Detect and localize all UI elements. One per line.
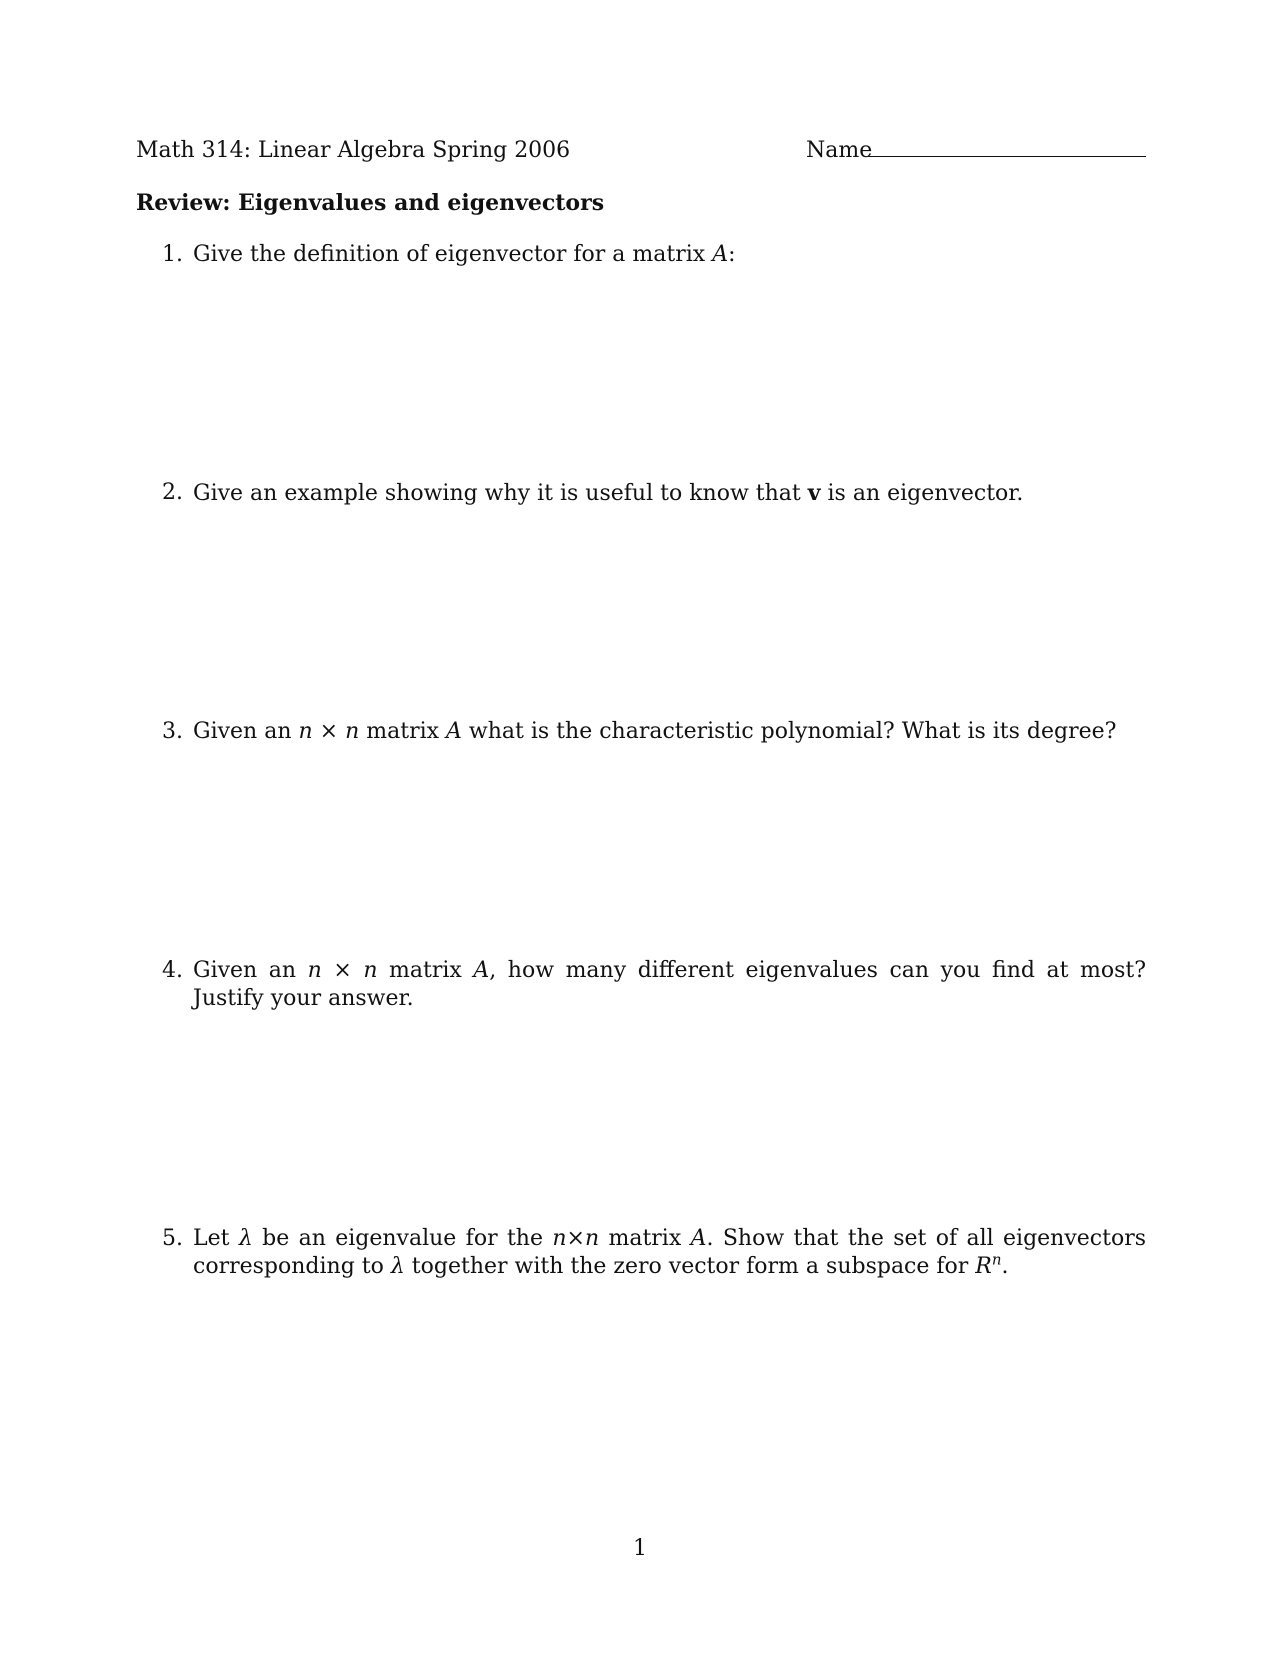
text-run: matrix (377, 958, 474, 983)
question-2 (162, 479, 1146, 508)
text-run: : (728, 242, 736, 267)
question-number: 4. (162, 958, 183, 983)
question-number: 1. (162, 242, 183, 267)
text-run: is an eigenvector. (820, 481, 1024, 506)
math-var: n (584, 1226, 600, 1251)
question-4 (162, 957, 1146, 1013)
text-run: be an eigenvalue for the (252, 1226, 553, 1251)
question-3 (162, 718, 1146, 746)
math-var: A (446, 719, 462, 744)
math-vector: v (807, 480, 821, 506)
text-run: . (1001, 1254, 1009, 1279)
question-text (193, 479, 1146, 508)
text-run: together with the zero vector form a subspace for (404, 1254, 976, 1279)
math-var: A (690, 1226, 707, 1251)
text-run: . Show that the set of all eigenvectors corresponding to (193, 1226, 1146, 1279)
text-run: Give the definition of eigenvector for a matrix (193, 242, 713, 267)
text-run: matrix (599, 1226, 691, 1251)
section-title: Review: Eigenvalues and eigenvectors (136, 190, 605, 216)
math-var: λ (390, 1254, 405, 1279)
math-var: n (307, 958, 322, 983)
text-run: Let (193, 1226, 239, 1251)
question-text (193, 957, 1146, 1013)
math-op: × (566, 1226, 585, 1251)
math-op: × (321, 958, 364, 983)
math-var: n (363, 958, 378, 983)
math-superscript: n (991, 1250, 1002, 1269)
text-run: matrix (359, 719, 447, 744)
course-header: Math 314: Linear Algebra Spring 2006 (136, 138, 571, 163)
question-text (193, 241, 1146, 269)
math-var: n (552, 1226, 567, 1251)
text-run: , how many different eigenvalues can you find at most? Justify your answer. (193, 958, 1147, 1011)
name-label: Name (806, 138, 873, 163)
question-number: 5. (162, 1226, 183, 1251)
text-run: Given an (193, 958, 308, 983)
math-op: × (312, 719, 346, 744)
question-text (193, 718, 1146, 746)
question-text (193, 1225, 1146, 1281)
text-run: Give an example showing why it is useful to know that (193, 481, 808, 506)
math-var: A (712, 242, 729, 267)
math-var: A (473, 958, 490, 983)
math-var: R (975, 1254, 992, 1279)
question-number: 2. (162, 480, 183, 505)
name-blank-line (868, 156, 1146, 157)
question-5 (162, 1225, 1146, 1281)
question-number: 3. (162, 719, 183, 744)
math-var: n (345, 719, 360, 744)
page-number: 1 (633, 1536, 647, 1561)
question-1 (162, 241, 1146, 269)
text-run: Given an (193, 719, 299, 744)
text-run: what is the characteristic polynomial? What is its degree? (461, 719, 1117, 744)
math-var: λ (238, 1226, 253, 1251)
math-var: n (298, 719, 313, 744)
